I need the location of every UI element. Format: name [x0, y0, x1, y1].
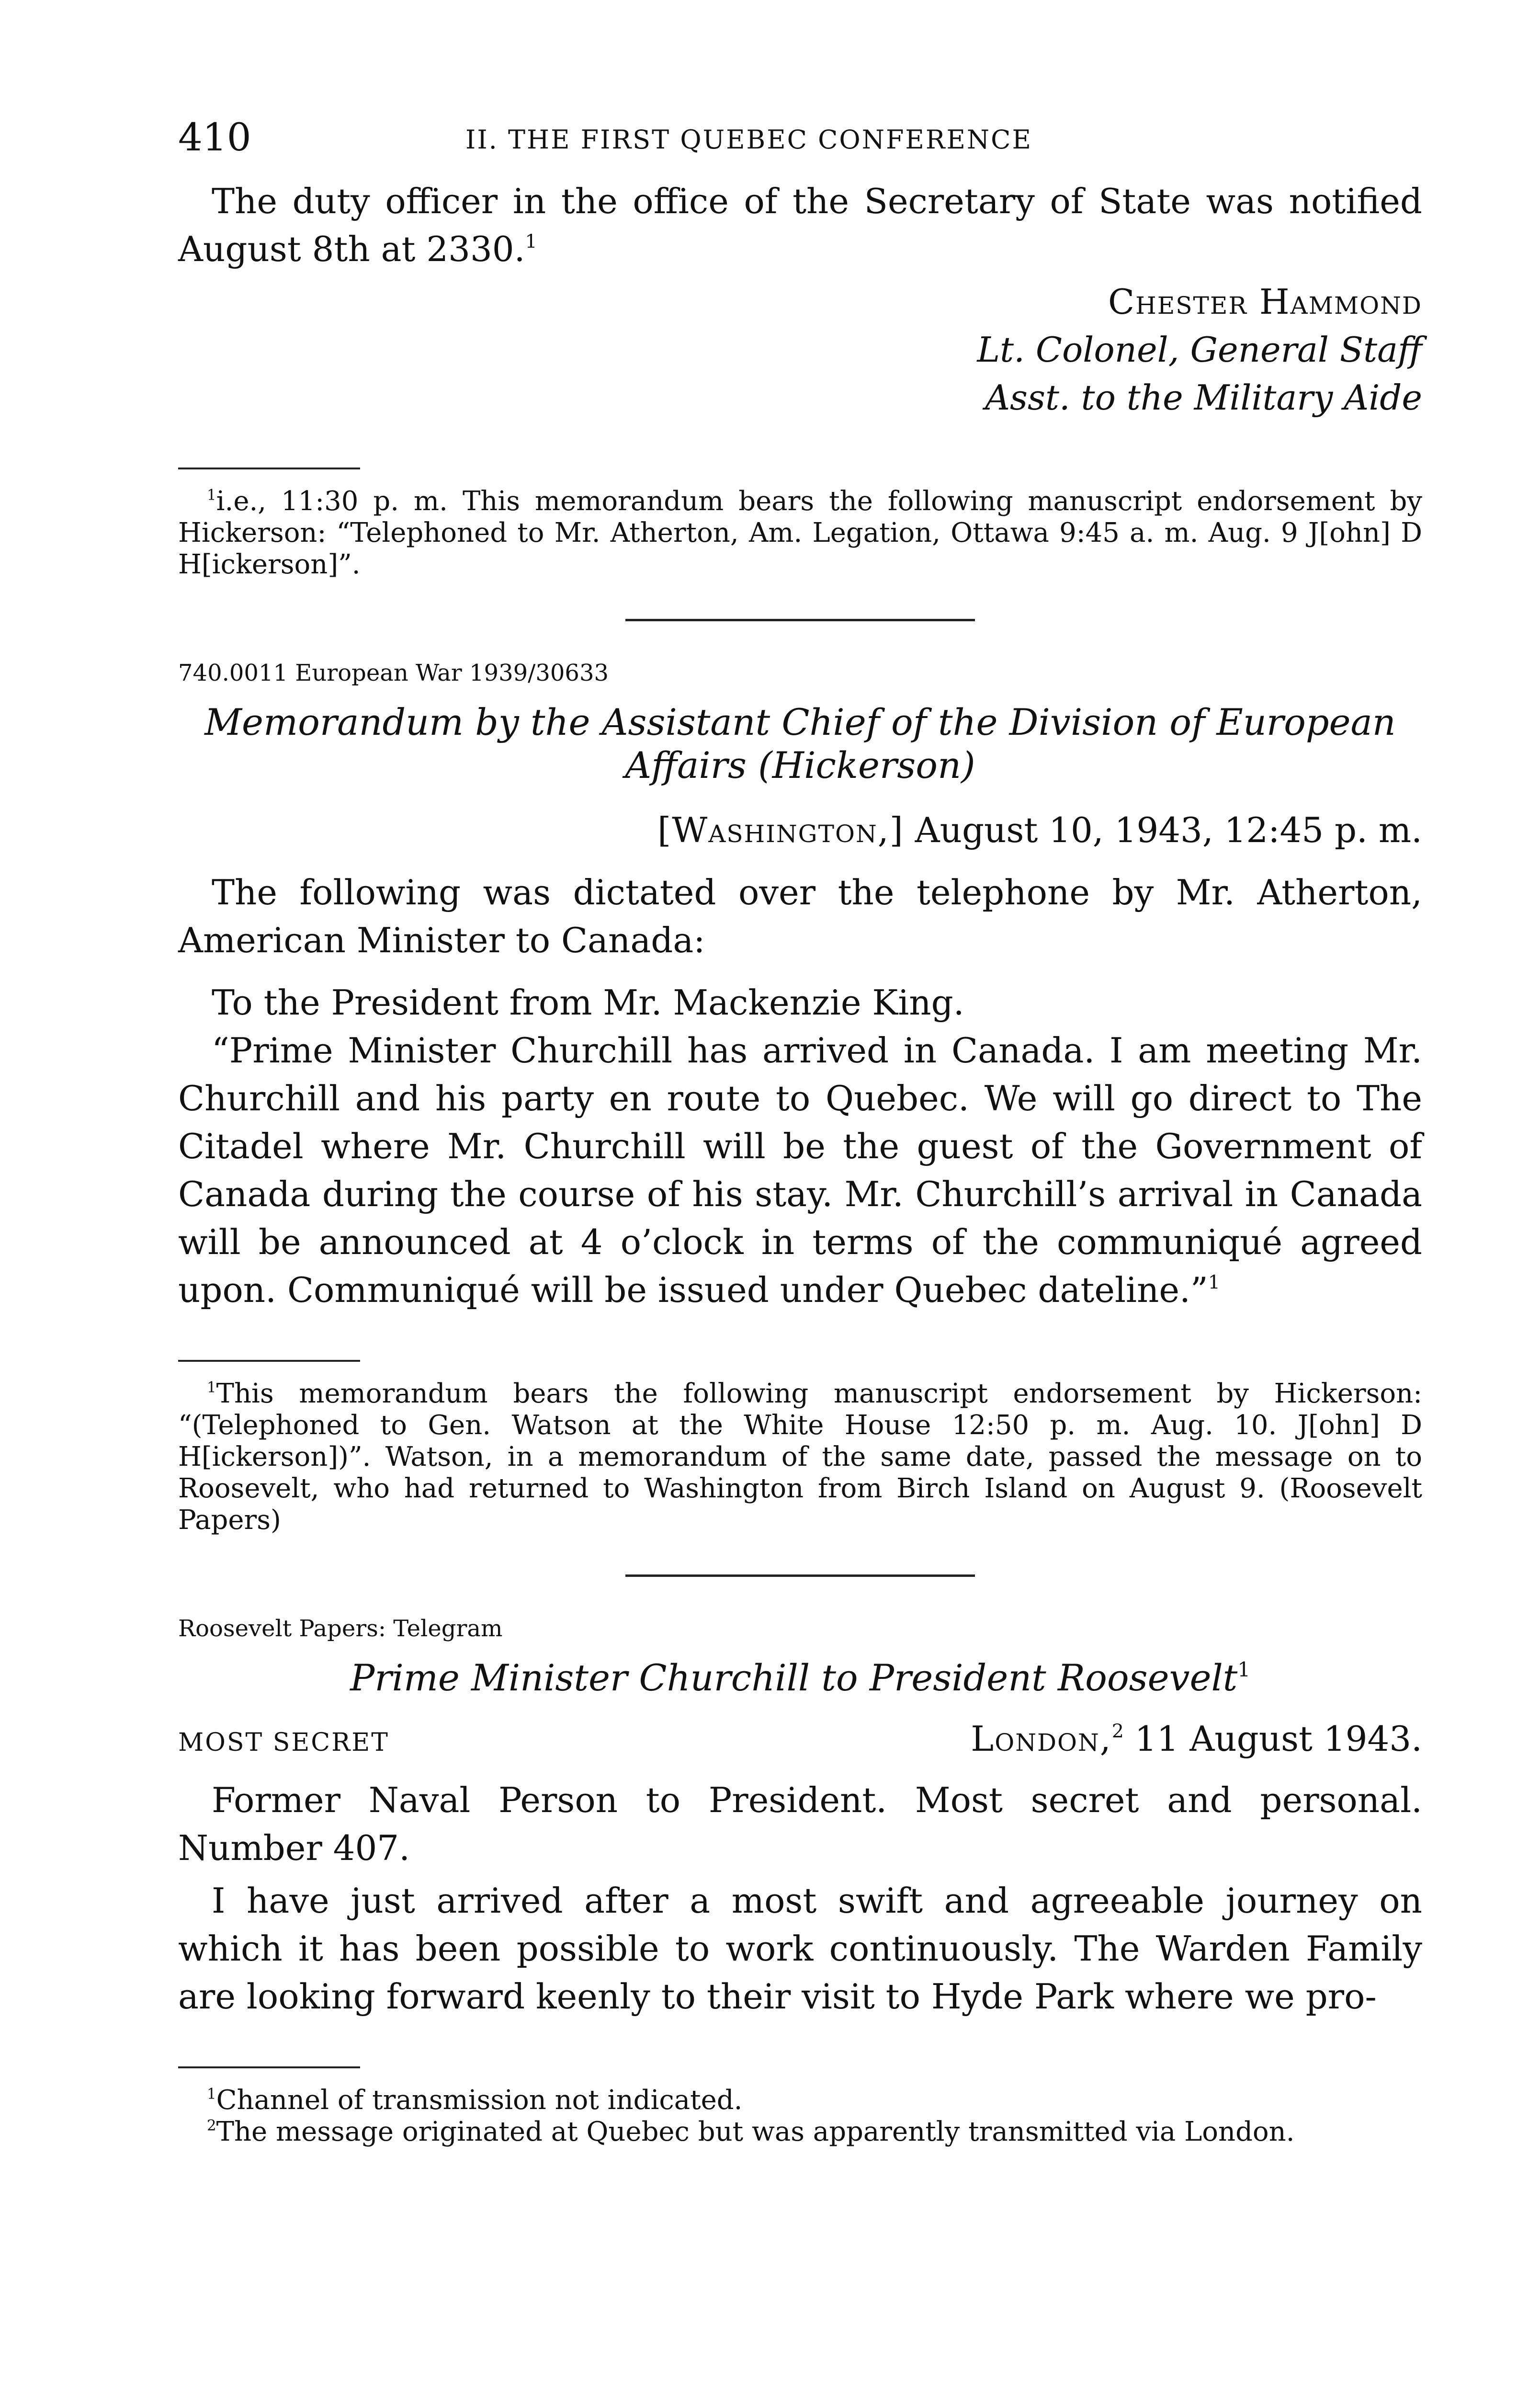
- dateline: [971, 1719, 1422, 1759]
- file-reference: 740.0011 European War 1939/30633: [178, 660, 609, 686]
- footnote: [178, 2116, 1422, 2148]
- signature-name: Chester Hammond: [1108, 282, 1422, 322]
- document-title: [178, 701, 1422, 787]
- file-reference: Roosevelt Papers: Telegram: [178, 1615, 503, 1642]
- footnote-rule: [178, 2066, 360, 2068]
- section1-paragraph: [178, 177, 1422, 273]
- footnote-text: Channel of transmission not indicated.: [216, 2085, 743, 2116]
- dateline-place: London,: [971, 1719, 1112, 1759]
- classification: MOST SECRET: [178, 1728, 389, 1757]
- message-text: “Prime Minister Churchill has arrived in Canada. I am meeting Mr. Churchill and his party en route to Quebec. We will go direct to The Citadel where Mr. Churchill will be the guest of the Government of Canada during the course of his stay. Mr. Churchill’s arrival in Canada will be announced at 4 o’clock in terms of the communiqué agreed upon. Communiqué will be issued under Quebec dateline.”: [178, 1030, 1422, 1310]
- footnote-rule: [178, 468, 360, 469]
- footnote-marker: 1: [525, 230, 537, 253]
- footnote-text: This memorandum bears the following manuscript endorsement by Hickerson: “(Telephoned to Gen. Watson at the White House 12:50 p. m. Aug. 10. J[ohn] D H[ickerson])”. Watson, in a memorandum of the same date, passed the message on to Roosevelt, who had returned to Washington from Birch Island on August 9. (Roosevelt Papers): [178, 1378, 1422, 1536]
- document-page: [178, 110, 1422, 2148]
- page-header: [178, 110, 1422, 168]
- document-title-line1: Memorandum by the Assistant Chief of the Division of European: [204, 701, 1396, 743]
- footnote-marker: 2: [1111, 1720, 1124, 1743]
- dateline-date: 11 August 1943.: [1134, 1719, 1422, 1759]
- section-separator: [625, 1574, 975, 1577]
- footnote-text: i.e., 11:30 p. m. This memorandum bears the following manuscript endorsement by Hickerson: “Telephoned to Mr. Atherton, Am. Legation, Ottawa 9:45 a. m. Aug. 9 J[ohn] D H[ickerson]”.: [178, 486, 1422, 580]
- body-paragraph: The following was dictated over the telephone by Mr. Atherton, American Minister to Canada:: [178, 872, 1422, 960]
- body-paragraph: To the President from Mr. Mackenzie King.: [212, 982, 964, 1023]
- section-separator: [625, 619, 975, 621]
- page-number: 410: [178, 115, 251, 160]
- body-paragraph: Former Naval Person to President. Most secret and personal. Number 407.: [178, 1780, 1422, 1868]
- document-title-line2: Affairs (Hickerson): [625, 744, 975, 787]
- footnote-marker: 1: [207, 486, 216, 504]
- message-paragraph: [178, 1026, 1422, 1314]
- footnote-marker: 1: [1208, 1271, 1220, 1294]
- footnote-marker: 2: [207, 2117, 216, 2134]
- footnote: [178, 1378, 1422, 1536]
- footnote-marker: 1: [207, 1379, 216, 1396]
- footnote-marker: 1: [207, 2085, 216, 2103]
- footnote-rule: [178, 1360, 360, 1362]
- signature-title-2: Asst. to the Military Aide: [985, 377, 1422, 418]
- footnote: [178, 2085, 1422, 2116]
- dateline-date: August 10, 1943, 12:45 p. m.: [915, 810, 1422, 850]
- body-paragraph: I have just arrived after a most swift and agreeable journey on which it has been possible to work continuously. The Warden Family are looking forward keenly to their visit to Hyde Park where we pro-: [178, 1881, 1422, 2017]
- dateline: [178, 806, 1422, 854]
- running-head: II. THE FIRST QUEBEC CONFERENCE: [465, 125, 1032, 155]
- dateline-place: [Washington,]: [657, 810, 904, 850]
- footnote: [178, 486, 1422, 581]
- signature-title: Lt. Colonel, General Staff: [977, 330, 1422, 370]
- document-title-text: Prime Minister Churchill to President Roosevelt: [350, 1656, 1238, 1699]
- footnote-marker: 1: [1237, 1657, 1250, 1681]
- footnote-text: The message originated at Quebec but was apparently transmitted via London.: [216, 2116, 1295, 2147]
- classification-line: [178, 1719, 1422, 1767]
- section1-paragraph-text: The duty officer in the office of the Secretary of State was notified August 8th at 2330.: [178, 181, 1422, 269]
- document-title: [178, 1656, 1422, 1699]
